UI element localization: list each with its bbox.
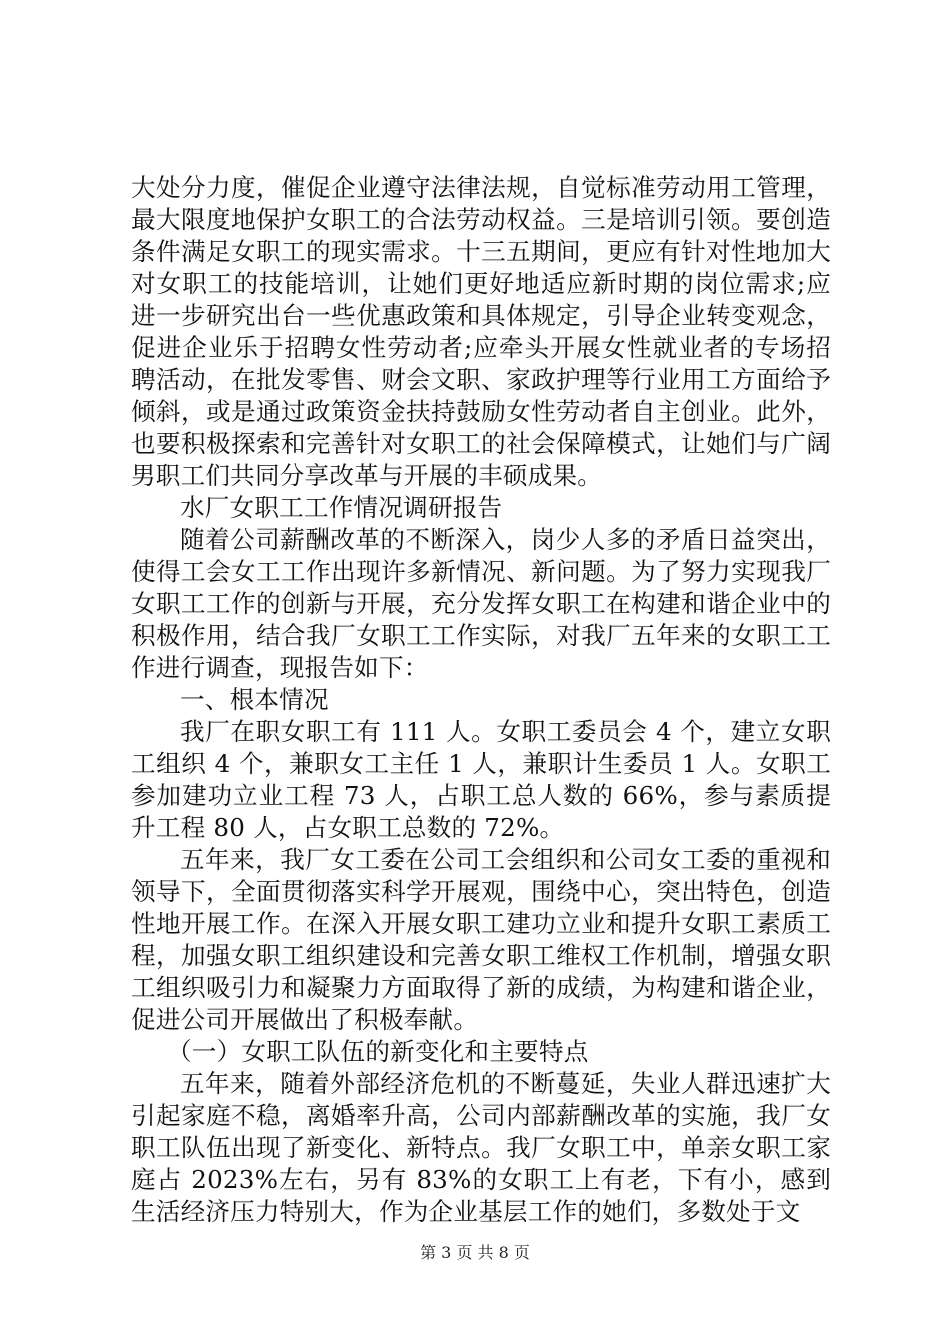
page-footer: 第 3 页 共 8 页 bbox=[420, 1243, 530, 1262]
subsection-heading-changes: （一）女职工队伍的新变化和主要特点 bbox=[167, 1037, 589, 1066]
paragraph-continuation: 大处分力度，催促企业遵守法律法规，自觉标准劳动用工管理，最大限度地保护女职工的合法劳动权益。三是培训引领。要创造条件满足女职工的现实需求。十三五期间，更应有针对性地加大对女职工的技能培训，让她们更好地适应新时期的岗位需求;应进一步研究出台一些优惠政策和具体规定，引导企业转变观念，促进企业乐于招聘女性劳动者;应牵头开展女性就业者的专场招聘活动，在批发零售、财会文职、家政护理等行业用工方面给予倾斜，或是通过政策资金扶持鼓励女性劳动者自主创业。此外，也要积极探索和完善针对女职工的社会保障模式，让她们与广阔男职工们共同分享改革与开展的丰硕成果。 bbox=[131, 173, 831, 490]
document-body bbox=[131, 172, 831, 1228]
paragraph-intro: 随着公司薪酬改革的不断深入，岗少人多的矛盾日益突出，使得工会女工工作出现许多新情况、新问题。为了努力实现我厂女职工工作的创新与开展，充分发挥女职工在构建和谐企业中的积极作用，结合我厂女职工工作实际，对我厂五年来的女职工工作进行调查，现报告如下： bbox=[131, 525, 831, 682]
report-title: 水厂女职工工作情况调研报告 bbox=[180, 493, 503, 522]
paragraph-changes: 五年来，随着外部经济危机的不断蔓延，失业人群迅速扩大引起家庭不稳，离婚率升高，公司内部薪酬改革的实施，我厂女职工队伍出现了新变化、新特点。我厂女职工中，单亲女职工家庭占 2023%左右，另有 83%的女职工上有老，下有小，感到生活经济压力特别大，作为企业基层工作的她们，多数处于文 bbox=[131, 1069, 831, 1226]
paragraph-five-years: 五年来，我厂女工委在公司工会组织和公司女工委的重视和领导下，全面贯彻落实科学开展观，围绕中心，突出特色，创造性地开展工作。在深入开展女职工建功立业和提升女职工素质工程，加强女职工组织建设和完善女职工维权工作机制，增强女职工组织吸引力和凝聚力方面取得了新的成绩，为构建和谐企业，促进公司开展做出了积极奉献。 bbox=[131, 845, 831, 1034]
section-heading-basic-situation: 一、根本情况 bbox=[180, 685, 329, 714]
paragraph-statistics: 我厂在职女职工有 111 人。女职工委员会 4 个，建立女职工组织 4 个，兼职女工主任 1 人，兼职计生委员 1 人。女职工参加建功立业工程 73 人，占职工总人数的 66%，参与素质提升工程 80 人，占女职工总数的 72%。 bbox=[131, 717, 831, 842]
